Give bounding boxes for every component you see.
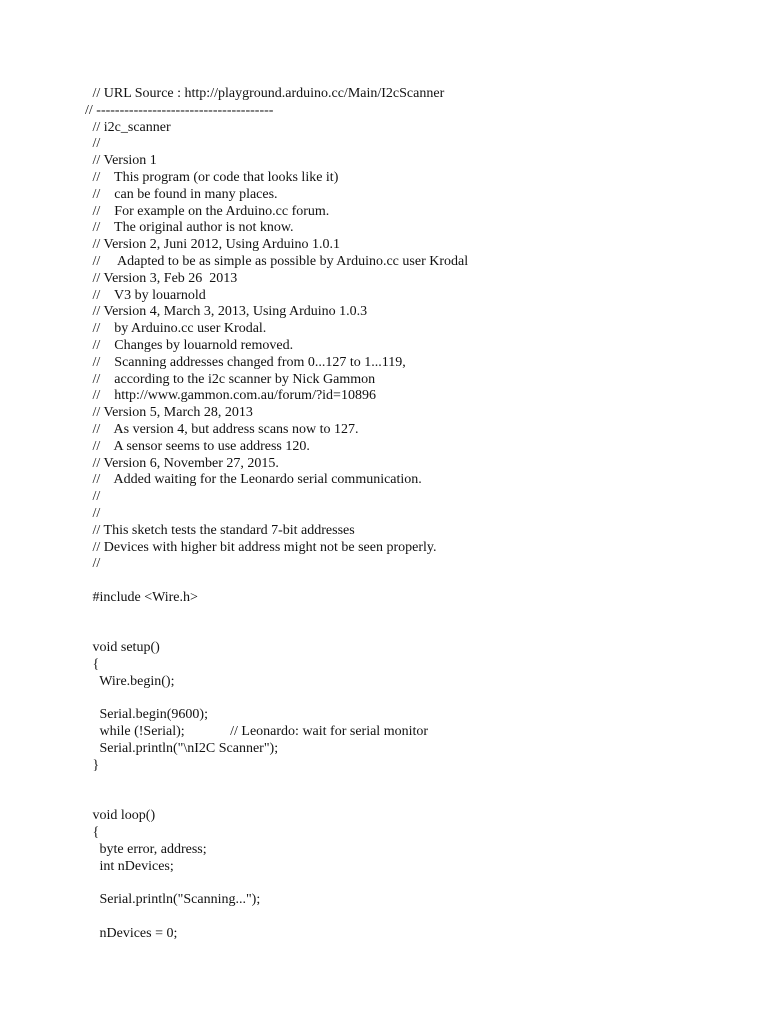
code-line: void setup() (89, 640, 160, 656)
code-line: // The original author is not know. (89, 220, 294, 236)
code-line: Serial.println("Scanning..."); (89, 892, 261, 908)
code-line: // Version 4, March 3, 2013, Using Arduino 1.0.3 (89, 304, 368, 320)
blank-line (89, 624, 729, 641)
code-line: // by Arduino.cc user Krodal. (89, 321, 267, 337)
blank-line (89, 909, 729, 926)
code-line: // Adapted to be as simple as possible by Arduino.cc user Krodal (89, 253, 469, 269)
code-line: // For example on the Arduino.cc forum. (89, 203, 330, 219)
blank-line (89, 607, 729, 624)
code-line: nDevices = 0; (89, 925, 178, 941)
code-listing (85, 86, 729, 943)
code-line: // Changes by louarnold removed. (89, 337, 294, 353)
code-line: // Scanning addresses changed from 0...127 to 1...119, (89, 354, 406, 370)
code-line: Serial.println("\nI2C Scanner"); (89, 741, 279, 757)
code-line: while (!Serial); // Leonardo: wait for serial monitor (89, 724, 429, 740)
code-line: // Version 3, Feb 26 2013 (89, 270, 238, 286)
blank-line (89, 791, 729, 808)
code-line: // Added waiting for the Leonardo serial communication. (89, 472, 422, 488)
code-line: // A sensor seems to use address 120. (89, 438, 310, 454)
code-line: // (89, 505, 101, 521)
blank-line (89, 875, 729, 892)
code-line: // Version 5, March 28, 2013 (89, 405, 253, 421)
code-line: Wire.begin(); (89, 673, 175, 689)
blank-line (89, 691, 729, 708)
code-line: // Devices with higher bit address might not be seen properly. (89, 539, 437, 555)
code-line: // i2c_scanner (89, 119, 171, 135)
code-line: // http://www.gammon.com.au/forum/?id=10896 (89, 388, 376, 404)
code-line: // This sketch tests the standard 7-bit addresses (89, 522, 355, 538)
code-line: // (89, 489, 101, 505)
code-line: // (89, 136, 101, 152)
blank-line (89, 775, 729, 792)
code-line: // according to the i2c scanner by Nick Gammon (89, 371, 376, 387)
code-line: Serial.begin(9600); (89, 707, 208, 723)
code-line: { (89, 657, 100, 673)
code-line: // V3 by louarnold (89, 287, 206, 303)
code-line: // Version 1 (89, 153, 157, 169)
code-line: // Version 6, November 27, 2015. (89, 455, 279, 471)
blank-line (89, 573, 729, 590)
code-line: } (89, 757, 100, 773)
code-line: byte error, address; (89, 841, 207, 857)
code-line: void loop() (89, 808, 156, 824)
code-line: // As version 4, but address scans now to 127. (89, 421, 359, 437)
code-line: // can be found in many places. (89, 186, 278, 202)
code-line: // Version 2, Juni 2012, Using Arduino 1.0.1 (89, 237, 340, 253)
code-line: // URL Source : http://playground.arduino.cc/Main/I2cScanner (89, 86, 445, 101)
code-line: // -------------------------------------- (85, 102, 274, 118)
code-line: // (89, 556, 101, 572)
code-line: { (89, 825, 100, 841)
code-line: // This program (or code that looks like it) (89, 169, 339, 185)
code-line: int nDevices; (89, 858, 174, 874)
code-line: #include <Wire.h> (89, 589, 198, 605)
